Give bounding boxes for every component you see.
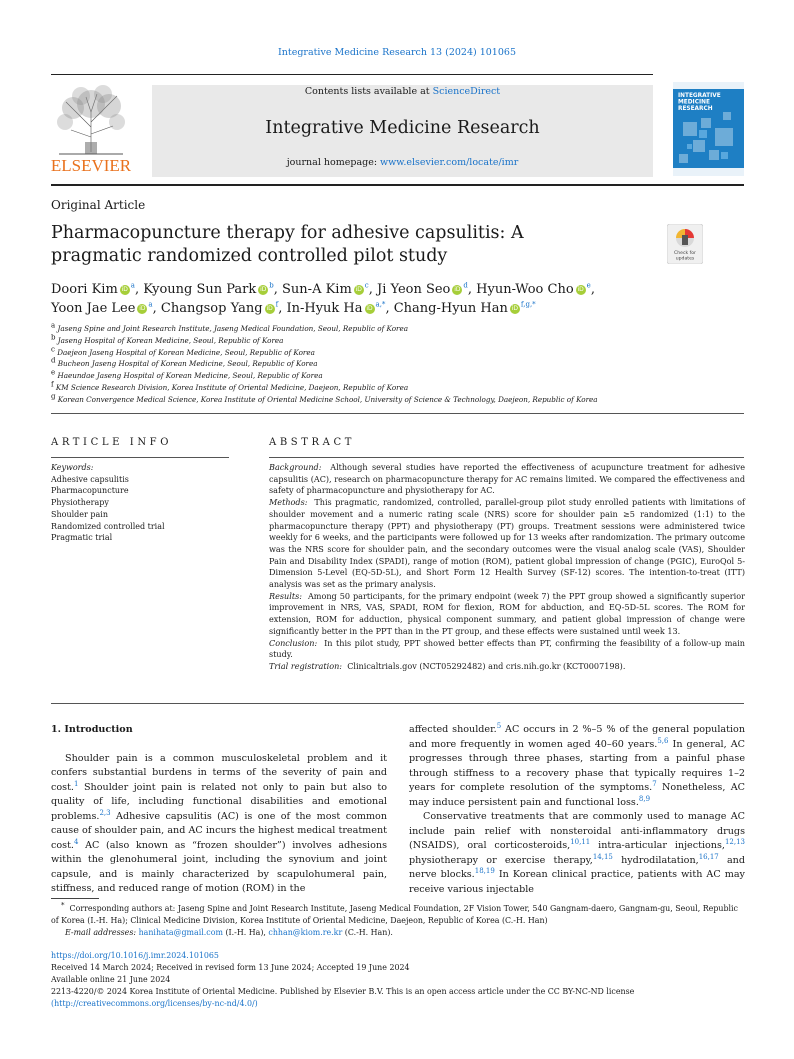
affiliation-list bbox=[51, 323, 751, 406]
author-separator: , bbox=[152, 301, 161, 316]
citation-link[interactable]: 5 bbox=[496, 721, 502, 730]
affiliation-text: KM Science Research Division, Korea Institute of Oriental Medicine, Daejeon, Republic of Korea bbox=[53, 382, 409, 392]
abstract-registration bbox=[269, 661, 745, 673]
author-name: Hyun-Woo Cho bbox=[476, 282, 574, 297]
author-affiliation-mark[interactable]: b bbox=[269, 281, 274, 290]
citation-link[interactable]: 4 bbox=[73, 837, 79, 846]
footnotes bbox=[51, 903, 745, 939]
check-for-updates-badge[interactable] bbox=[667, 224, 703, 264]
author-name: Kyoung Sun Park bbox=[143, 282, 257, 297]
abstract-heading: ABSTRACT bbox=[269, 437, 355, 448]
author-affiliation-mark[interactable]: e bbox=[586, 281, 591, 290]
elsevier-logo bbox=[51, 82, 131, 174]
author-name: Doori Kim bbox=[51, 282, 118, 297]
affiliation-item bbox=[51, 358, 751, 370]
abstract-background bbox=[269, 462, 745, 497]
author-separator: , bbox=[590, 282, 595, 297]
journal-cover-image bbox=[673, 82, 744, 176]
body-text: physiotherapy or exercise therapy, bbox=[409, 854, 593, 866]
methods-text: This pragmatic, randomized, controlled, parallel-group pilot study enrolled patients with limitations of shoulder movement and a numeric rating scale (NRS) score for shoulder pain ≥5 randomized (1:1) to the pharmacopuncture therapy (PPT) and physiotherapy (PT) groups. Treatment sessions were administered twice weekly for 6 weeks, and the participants were followed up for 13 weeks after randomization. The primary outcome was the NRS score for shoulder pain, and the secondary outcomes were the visual analog scale (VAS), Shoulder Pain and Disability Index (SPADI), range of motion (ROM), patient global impression of change (PGIC), EuroQol 5-Dimension 5-Level (EQ-5D-5L), and Short Form 12 Health Survey (SF-12) scores. The intention-to-treat (ITT) analysis was set as the primary analysis. bbox=[269, 497, 745, 590]
background-text: Although several studies have reported the effectiveness of acupuncture treatment for adhesive capsulitis (AC), research on pharmacopuncture therapy for AC remains limited. We compared the effectiveness and safety of pharmacopuncture and physiotherapy for AC. bbox=[269, 462, 745, 496]
article-title: Pharmacopuncture therapy for adhesive capsulitis: A pragmatic randomized controlled pilot study bbox=[51, 223, 524, 266]
author-separator: , bbox=[385, 301, 394, 316]
section-heading-introduction: 1. Introduction bbox=[51, 724, 133, 735]
affiliation-item bbox=[51, 347, 751, 359]
affiliation-item bbox=[51, 394, 751, 406]
methods-label: Methods: bbox=[269, 497, 308, 508]
background-label: Background: bbox=[269, 462, 322, 472]
author-affiliation-mark[interactable]: a bbox=[130, 281, 135, 290]
keyword: Adhesive capsulitis bbox=[51, 474, 129, 484]
author-name: Chang-Hyun Han bbox=[393, 301, 508, 316]
body-paragraph bbox=[51, 752, 387, 897]
author-affiliation-mark[interactable]: c bbox=[364, 281, 369, 290]
contents-prefix: Contents lists available at bbox=[304, 86, 433, 97]
email-link-han[interactable]: chhan@kiom.re.kr bbox=[268, 928, 343, 937]
email-line bbox=[51, 927, 745, 939]
author-separator: , bbox=[467, 282, 477, 297]
author-line-2 bbox=[51, 299, 711, 318]
affiliation-item bbox=[51, 323, 751, 335]
body-column-right bbox=[409, 723, 745, 897]
author-separator: , bbox=[273, 282, 283, 297]
author-name: Changsop Yang bbox=[160, 301, 263, 316]
body-text: hydrodilatation, bbox=[612, 854, 699, 866]
copyright-line: 2213-4220/© 2024 Korea Institute of Oriental Medicine. Published by Elsevier B.V. This is an open access article under the CC BY-NC-ND license bbox=[51, 987, 635, 996]
registration-text: Clinicaltrials.gov (NCT05292482) and cris.nih.go.kr (KCT0007198). bbox=[347, 660, 626, 671]
history-dates: Received 14 March 2024; Received in revised form 13 June 2024; Accepted 19 June 2024 bbox=[51, 963, 410, 972]
citation-link[interactable]: 1 bbox=[73, 779, 79, 788]
contents-line bbox=[152, 86, 653, 97]
author-affiliation-mark[interactable]: f,g,* bbox=[520, 300, 536, 309]
keyword: Shoulder pain bbox=[51, 509, 108, 519]
affiliation-item bbox=[51, 382, 751, 394]
keyword: Randomized controlled trial bbox=[51, 521, 165, 531]
header-divider bbox=[51, 184, 744, 186]
email-owner-ha: (I.-H. Ha), bbox=[222, 928, 269, 937]
keywords-label: Keywords: bbox=[51, 463, 94, 472]
keywords-box bbox=[51, 462, 241, 544]
online-date: Available online 21 June 2024 bbox=[51, 975, 171, 984]
homepage-line bbox=[152, 157, 653, 168]
keyword: Pragmatic trial bbox=[51, 533, 113, 543]
abstract-rule bbox=[269, 457, 744, 458]
author-name: Ji Yeon Seo bbox=[376, 282, 451, 297]
body-text: Shoulder pain is a common musculoskeletal problem and it confers substantial burdens in terms of the severity of pain and cost. bbox=[51, 752, 387, 793]
citation-link[interactable]: 5,6 bbox=[657, 736, 669, 745]
body-text: intra-articular injections, bbox=[590, 840, 725, 851]
abstract-conclusion bbox=[269, 638, 745, 661]
footnote-rule bbox=[51, 898, 99, 899]
abstract-body bbox=[269, 462, 745, 673]
author-name: Yoon Jae Lee bbox=[51, 301, 136, 316]
body-text: In general, AC progresses through three phases, starting from a painful phase through stiffness to a recovery phase that typically requires 1–2 years for complete resolution of the symptoms. bbox=[409, 738, 745, 793]
email-label: E-mail addresses: bbox=[65, 928, 137, 937]
cover-title-2: MEDICINE bbox=[678, 99, 710, 106]
author-affiliation-mark[interactable]: f bbox=[275, 300, 279, 309]
abstract-methods bbox=[269, 497, 745, 591]
article-info-rule bbox=[51, 457, 229, 458]
orcid-icon[interactable]: iD bbox=[139, 305, 146, 312]
affiliation-mark: d bbox=[51, 357, 56, 365]
body-text: Shoulder joint pain is related not only to pain but also to quality of life, including functional disabilities and emotional problems. bbox=[51, 781, 387, 822]
citation-link[interactable]: 10,11 bbox=[570, 837, 591, 846]
affiliation-text: Jaseng Hospital of Korean Medicine, Seoul, Republic of Korea bbox=[55, 335, 284, 345]
orcid-icon[interactable]: iD bbox=[355, 286, 362, 293]
affiliation-text: Bucheon Jaseng Hospital of Korean Medicine, Seoul, Republic of Korea bbox=[55, 359, 318, 369]
corresponding-author-note bbox=[51, 903, 745, 927]
email-link-ha[interactable]: hanihata@gmail.com bbox=[138, 928, 223, 937]
orcid-icon[interactable]: iD bbox=[121, 286, 128, 293]
doi-link[interactable]: https://doi.org/10.1016/j.imr.2024.101065 bbox=[51, 951, 219, 960]
cover-title-3: RESEARCH bbox=[678, 106, 713, 112]
body-paragraph bbox=[409, 723, 745, 810]
author-name: Sun-A Kim bbox=[282, 282, 352, 297]
abstract-results bbox=[269, 591, 745, 638]
citation-link[interactable]: 7 bbox=[652, 779, 657, 788]
affiliation-mark: g bbox=[51, 392, 56, 401]
author-line-1 bbox=[51, 280, 711, 299]
author-separator: , bbox=[134, 282, 144, 297]
homepage-prefix: journal homepage: bbox=[286, 157, 381, 168]
keyword-list bbox=[51, 474, 241, 544]
crossmark-label: Check for bbox=[674, 251, 696, 256]
affiliation-mark: a bbox=[51, 321, 56, 330]
homepage-link[interactable]: www.elsevier.com/locate/imr bbox=[380, 157, 519, 168]
author-separator: , bbox=[368, 282, 377, 297]
registration-label: Trial registration: bbox=[269, 660, 343, 671]
citation-link[interactable]: 14,15 bbox=[592, 852, 613, 861]
citation-link[interactable]: 12,13 bbox=[724, 837, 746, 846]
journal-citation[interactable]: Integrative Medicine Research 13 (2024) 101065 bbox=[278, 47, 516, 58]
author-separator: , bbox=[278, 301, 287, 316]
citation-link[interactable]: 2,3 bbox=[99, 808, 111, 817]
body-column-left bbox=[51, 723, 387, 897]
keyword: Pharmacopuncture bbox=[51, 486, 129, 496]
affiliation-mark: e bbox=[51, 368, 56, 377]
affiliation-text: Daejeon Jaseng Hospital of Korean Medicine, Seoul, Republic of Korea bbox=[54, 347, 315, 357]
orcid-icon[interactable]: iD bbox=[260, 286, 267, 293]
results-text: Among 50 participants, for the primary endpoint (week 7) the PPT group showed a significantly superior improvement in NRS, VAS, SPADI, ROM for flexion, ROM for abduction, and EQ-5D-5L scores. The ROM for extension, ROM for adduction, physical component summary, and patient global impression of change were significantly better in the PPT than in the PT group, and these effects were sustained until week 13. bbox=[269, 590, 745, 636]
results-label: Results: bbox=[269, 590, 302, 601]
orcid-icon[interactable]: iD bbox=[454, 286, 461, 293]
citation-link[interactable]: 8,9 bbox=[638, 794, 651, 803]
conclusion-text: In this pilot study, PPT showed better effects than PT, confirming the feasibility of a follow-up main study. bbox=[269, 637, 745, 660]
body-text: Adhesive capsulitis (AC) is one of the most common cause of shoulder pain, and AC incurs the highest medical treatment cost. bbox=[51, 810, 387, 851]
article-type: Original Article bbox=[51, 198, 146, 212]
conclusion-label: Conclusion: bbox=[269, 637, 318, 648]
header-rule bbox=[51, 74, 653, 75]
orcid-icon[interactable]: iD bbox=[266, 305, 273, 312]
body-text: Conservative treatments that are commonly used to manage AC include pain relief with nonsteroidal anti-inflammatory drugs (NSAIDS), oral corticosteroids, bbox=[409, 811, 745, 851]
article-info-heading: ARTICLE INFO bbox=[51, 437, 173, 448]
affiliation-item bbox=[51, 335, 751, 347]
body-text: AC occurs in 2 %–5 % of the general population and more frequently in women aged 40–60 years. bbox=[409, 724, 746, 750]
license-link[interactable]: (http://creativecommons.org/licenses/by-nc-nd/4.0/) bbox=[51, 999, 258, 1008]
body-text: Nonetheless, AC may induce persistent pain and functional loss. bbox=[409, 782, 745, 808]
author-affiliation-mark[interactable]: a bbox=[148, 300, 153, 309]
affiliation-mark: c bbox=[51, 345, 55, 354]
affiliation-item bbox=[51, 370, 751, 382]
affiliation-text: Jaseng Spine and Joint Research Institute, Jaseng Medical Foundation, Seoul, Republic of Korea bbox=[55, 324, 408, 333]
publication-info bbox=[51, 950, 745, 1010]
citation-link[interactable]: 18,19 bbox=[474, 866, 495, 875]
abstract-bottom-divider bbox=[51, 703, 744, 704]
svg-text:updates: updates bbox=[675, 256, 695, 262]
body-paragraph bbox=[409, 810, 745, 897]
body-text: and nerve blocks. bbox=[409, 854, 745, 880]
cover-title-1: INTEGRATIVE bbox=[678, 93, 721, 99]
elsevier-wordmark: ELSEVIER bbox=[51, 156, 131, 174]
orcid-icon[interactable]: iD bbox=[366, 305, 373, 312]
affiliation-mark: f bbox=[51, 380, 54, 389]
orcid-icon[interactable]: iD bbox=[577, 286, 584, 293]
body-text: affected shoulder. bbox=[409, 724, 497, 735]
affiliation-divider bbox=[51, 413, 744, 414]
corresponding-text: Corresponding authors at: Jaseng Spine and Joint Research Institute, Jaseng Medical Foundation, 2F Vision Tower, 540 Gangnam-daero, Gangnam-gu, Seoul, Republic of Korea (I.-H. Ha); Clinical Medicine Division, Korea Institute of Oriental Medicine, Daejeon, Republic of Korea (C.-H. Han) bbox=[51, 904, 738, 925]
author-affiliation-mark[interactable]: d bbox=[463, 281, 468, 290]
corresponding-mark: * bbox=[61, 901, 65, 910]
keyword: Physiotherapy bbox=[51, 498, 109, 508]
orcid-icon[interactable]: iD bbox=[511, 305, 519, 312]
sciencedirect-link[interactable]: ScienceDirect bbox=[432, 86, 501, 97]
body-text: AC (also known as “frozen shoulder”) involves adhesions within the glenohumeral joint, including the synovium and joint capsule, and is mainly characterized by scapulohumeral pain, stiffness, and reduced range of motion (ROM) in the bbox=[51, 839, 387, 894]
affiliation-text: Korean Convergence Medical Science, Korea Institute of Oriental Medicine School, University of Science & Technology, Daejeon, Republic of Korea bbox=[55, 394, 598, 404]
author-list bbox=[51, 280, 711, 318]
author-affiliation-mark[interactable]: a,* bbox=[375, 300, 386, 309]
body-text: In Korean clinical practice, patients with AC may receive various injectable bbox=[409, 869, 745, 895]
email-owner-han: (C.-H. Han). bbox=[342, 928, 393, 937]
affiliation-mark: b bbox=[51, 333, 56, 342]
affiliation-text: Haeundae Jaseng Hospital of Korean Medicine, Seoul, Republic of Korea bbox=[55, 371, 323, 381]
author-name: In-Hyuk Ha bbox=[286, 301, 363, 316]
journal-title: Integrative Medicine Research bbox=[265, 118, 540, 138]
citation-link[interactable]: 16,17 bbox=[698, 852, 719, 861]
